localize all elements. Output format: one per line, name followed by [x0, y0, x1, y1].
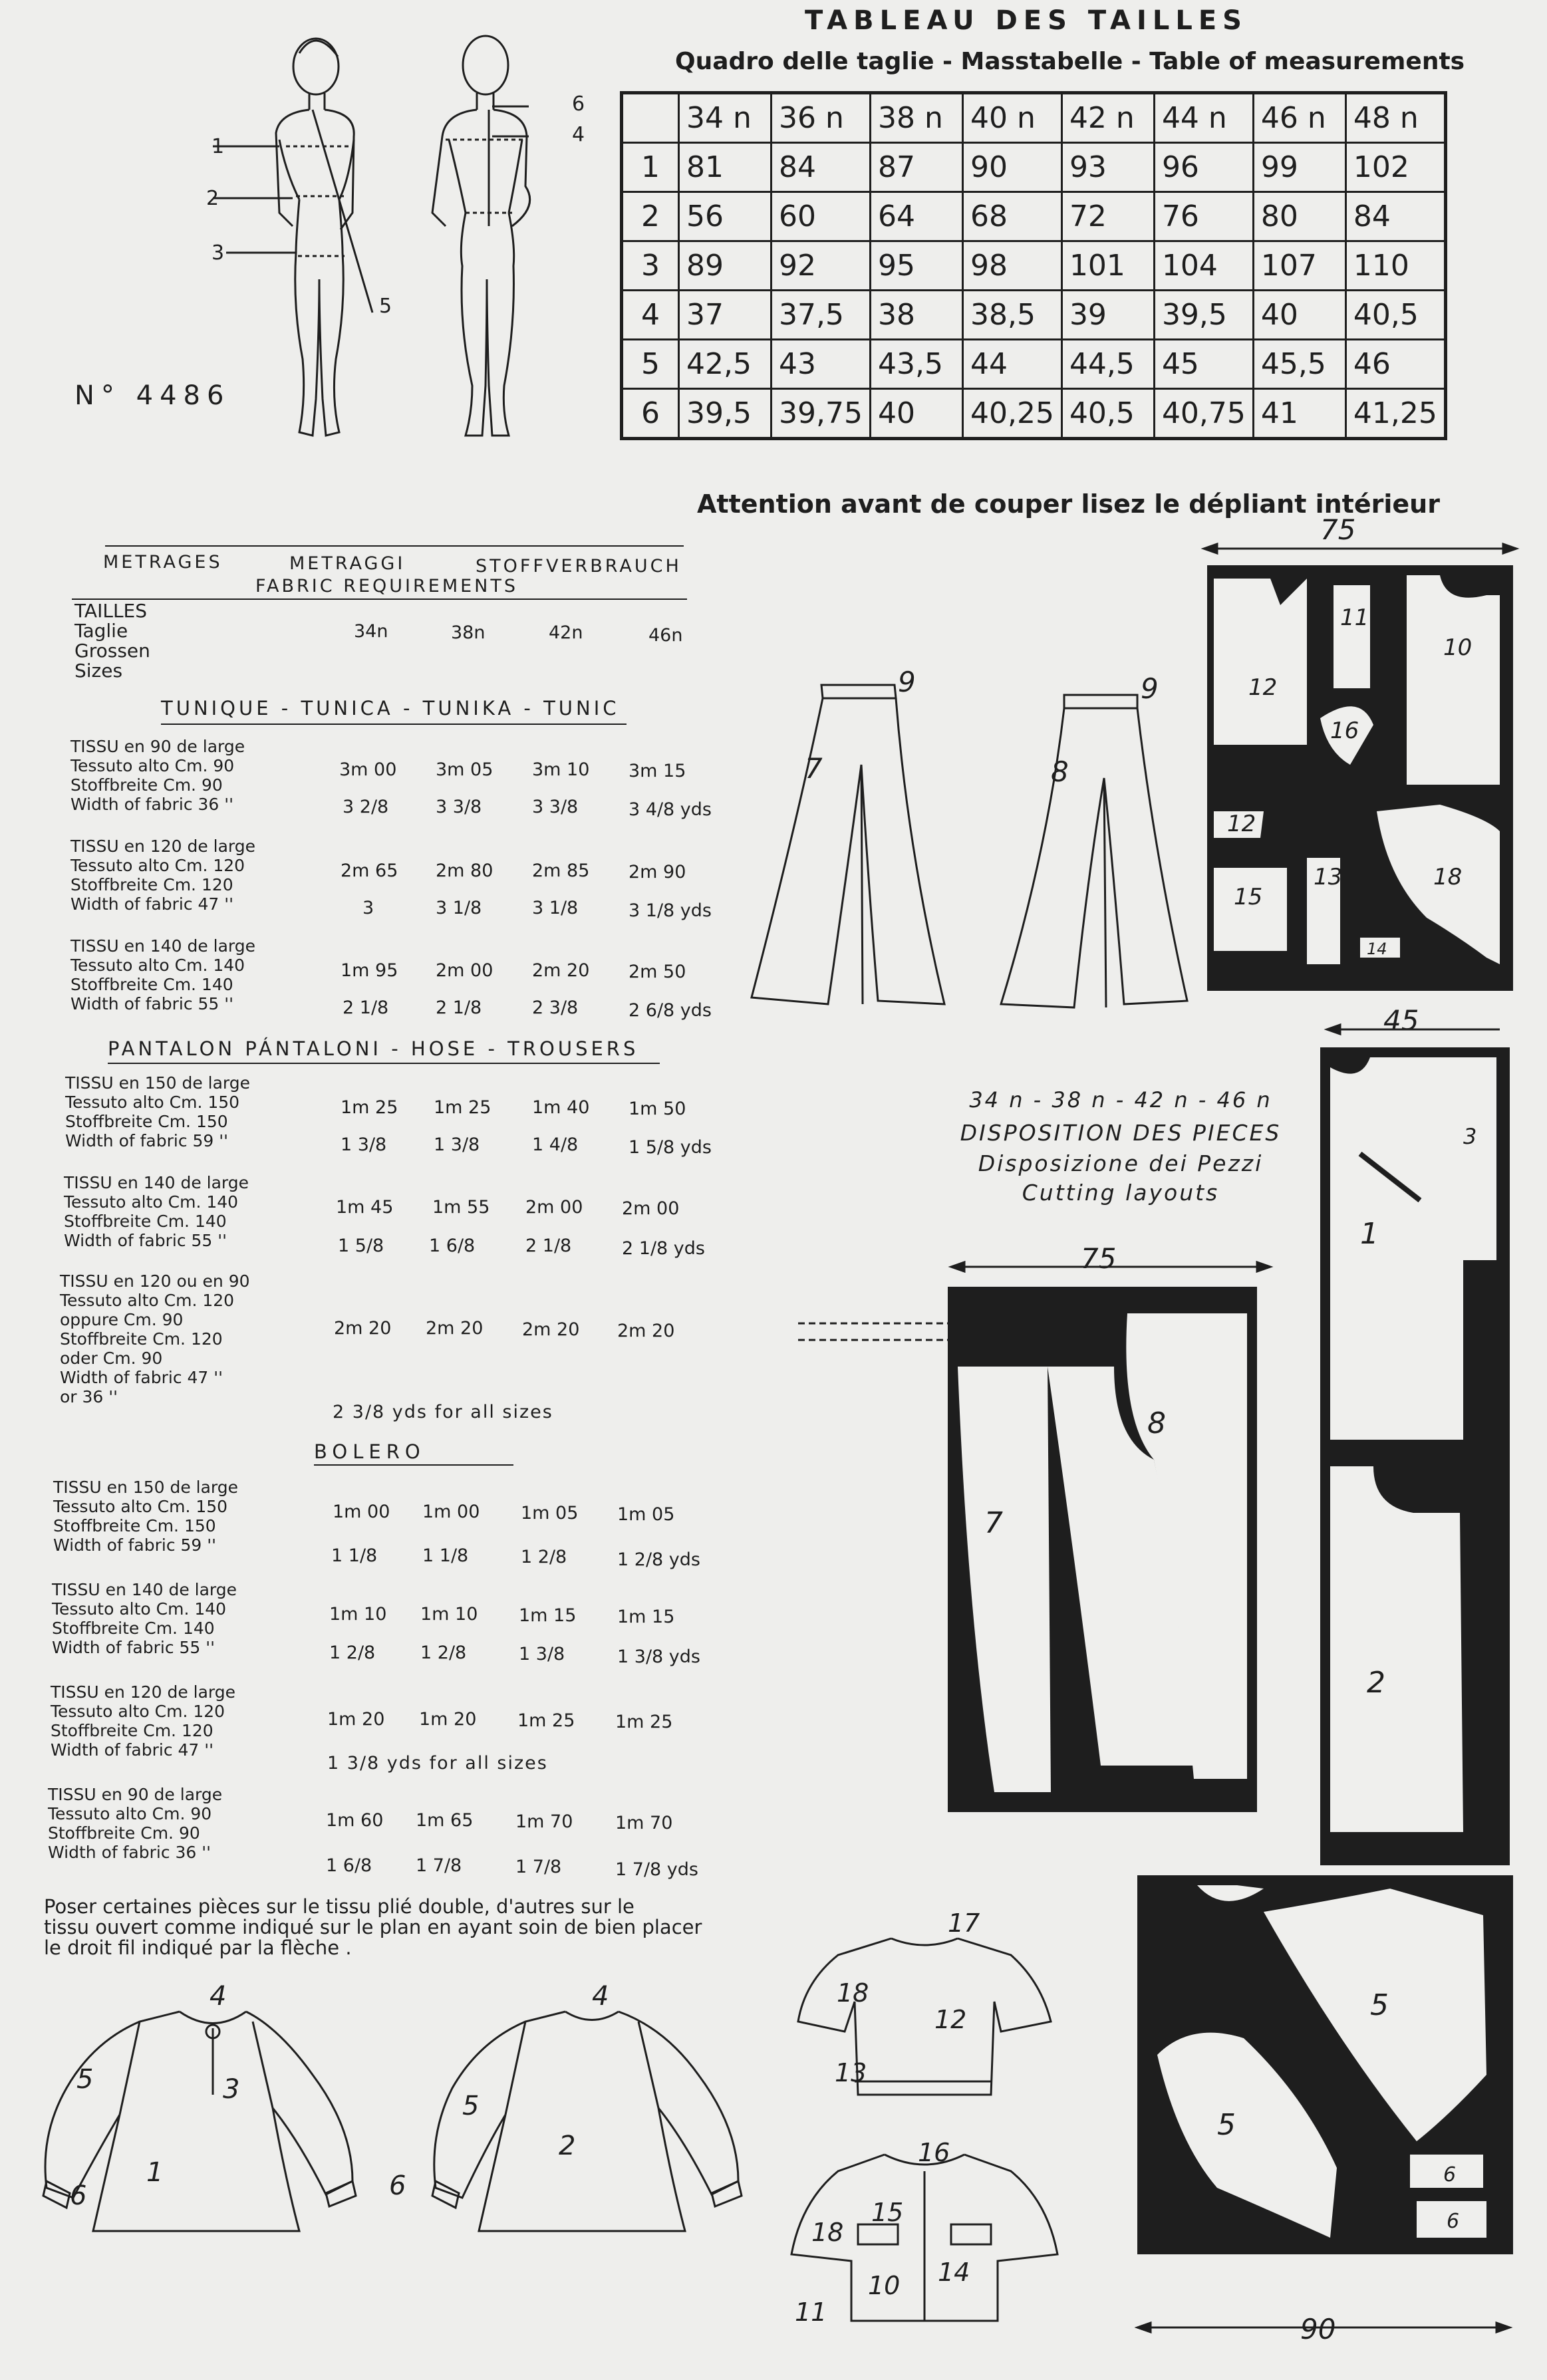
label-line: oder Cm. 90 [60, 1349, 163, 1368]
table-cell: 40,75 [1154, 389, 1253, 439]
label-line: TISSU en 150 de large [65, 1073, 251, 1093]
label-line: Width of fabric 47 '' [70, 894, 234, 914]
label-line: Width of fabric 47 '' [51, 1740, 214, 1760]
tunic-sleeve-label: 5 [76, 2064, 94, 2095]
bolero-label-17: 17 [948, 1909, 980, 1938]
table-cell: 89 [679, 241, 772, 291]
metric-value: 1m 95 [341, 960, 398, 981]
layout-piece-6a: 6 [1443, 2163, 1457, 2186]
label-line: TISSU en 140 de large [52, 1580, 237, 1599]
table-row [622, 340, 1446, 389]
label-line: Tessuto alto Cm. 120 [60, 1291, 235, 1310]
yards-note: 1 3/8 yds for all sizes [327, 1753, 548, 1774]
bolero-label-11: 11 [795, 2298, 827, 2327]
divider [72, 598, 687, 600]
table-cell: 44 [962, 340, 1061, 389]
size-42: 42n [549, 622, 583, 643]
metric-value: 1m 15 [519, 1605, 577, 1626]
bolero-label-18: 18 [837, 1978, 869, 2008]
metric-value: 2m 20 [522, 1319, 580, 1340]
page-subtitle: Quadro delle taglie - Masstabelle - Table of measurements [675, 48, 1465, 75]
layout-title-it: Disposizione dei Pezzi [978, 1150, 1264, 1176]
fabric-block-label [65, 1073, 250, 1150]
yard-value: 3 3/8 [532, 797, 579, 817]
table-cell: 45,5 [1253, 340, 1345, 389]
metric-value: 1m 05 [521, 1503, 579, 1523]
label-line: Tessuto alto Cm. 140 [70, 956, 245, 975]
fabric-block-label [53, 1478, 238, 1555]
yards-note: 2 3/8 yds for all sizes [333, 1402, 553, 1422]
dim-arrow-right [1320, 1016, 1513, 1043]
metric-value: 1m 05 [617, 1504, 675, 1525]
sizes-label-fr: TAILLES [74, 600, 148, 622]
table-header-row [622, 93, 1446, 143]
divider [108, 1063, 660, 1064]
table-col-header: 36 n [772, 93, 871, 143]
yard-value: 3 1/8 [532, 898, 579, 918]
yard-value: 3 1/8 [436, 898, 482, 918]
label-line: Tessuto alto Cm. 90 [70, 756, 235, 775]
size-34: 34n [354, 621, 388, 642]
yard-value: 1 5/8 yds [629, 1137, 712, 1158]
label-line: TISSU en 120 de large [51, 1682, 236, 1702]
layout-piece-5b: 5 [1217, 2108, 1236, 2142]
piece-11: 11 [1340, 604, 1369, 631]
trousers-back-drawing [1001, 695, 1187, 1007]
table-cell: 96 [1154, 143, 1253, 192]
dim-right-45: 45 [1383, 1004, 1419, 1037]
fabric-block-label [70, 837, 255, 914]
label-line: Tessuto alto Cm. 150 [53, 1497, 228, 1516]
table-col-header: 42 n [1061, 93, 1154, 143]
layout-trousers [795, 1287, 1267, 1812]
label-line: TISSU en 90 de large [70, 737, 245, 756]
fabric-header-en: FABRIC REQUIREMENTS [255, 576, 519, 596]
metric-value: 1m 25 [615, 1712, 673, 1732]
table-cell: 81 [679, 143, 772, 192]
metric-value: 2m 20 [334, 1318, 392, 1339]
yard-value: 1 3/8 [519, 1644, 565, 1664]
layout-piece-2: 2 [1367, 1666, 1385, 1700]
row-label: 5 [622, 340, 679, 389]
label-line: Stoffbreite Cm. 150 [65, 1112, 228, 1131]
table-cell: 110 [1345, 241, 1445, 291]
label-line: TISSU en 140 de large [70, 936, 256, 956]
table-cell: 102 [1345, 143, 1445, 192]
table-cell: 95 [870, 241, 962, 291]
table-cell: 42,5 [679, 340, 772, 389]
label-line: Stoffbreite Cm. 140 [64, 1212, 227, 1231]
yard-value: 1 6/8 [326, 1855, 372, 1876]
table-cell: 72 [1061, 192, 1154, 241]
yard-value: 1 1/8 [422, 1545, 469, 1566]
fabric-header-de: STOFFVERBRAUCH [476, 556, 682, 577]
label-line: Stoffbreite Cm. 120 [70, 875, 233, 894]
trousers-front-drawing [752, 685, 944, 1004]
table-cell: 68 [962, 192, 1061, 241]
layout-piece-3: 3 [1463, 1124, 1477, 1149]
tunic-neck-label: 4 [210, 1982, 227, 2012]
bolero-label-10: 10 [868, 2271, 901, 2300]
table-row [622, 291, 1446, 340]
yard-value: 1 1/8 [331, 1545, 378, 1566]
table-corner [622, 93, 679, 143]
label-line: Width of fabric 59 '' [53, 1535, 217, 1555]
table-row [622, 389, 1446, 439]
table-cell: 43,5 [870, 340, 962, 389]
piece-18: 18 [1433, 864, 1463, 890]
table-row [622, 192, 1446, 241]
table-cell: 39 [1061, 291, 1154, 340]
yard-value: 1 2/8 yds [617, 1549, 700, 1570]
table-cell: 38,5 [962, 291, 1061, 340]
piece-16: 16 [1330, 718, 1359, 744]
yard-value: 3 4/8 yds [629, 799, 712, 820]
label-line: Width of fabric 59 '' [65, 1131, 229, 1150]
yard-value: 1 2/8 [420, 1643, 467, 1663]
yard-value: 1 2/8 [329, 1643, 376, 1663]
metric-value: 1m 25 [341, 1097, 398, 1118]
table-cell: 39,5 [679, 389, 772, 439]
attention-note: Attention avant de couper lisez le dépliant intérieur [697, 489, 1440, 519]
fig-label-1: 1 [211, 135, 225, 158]
pattern-number: N° 4486 [74, 380, 231, 411]
tunic-front-drawing [43, 2012, 356, 2231]
metric-value: 1m 10 [329, 1604, 387, 1625]
table-cell: 44,5 [1061, 340, 1154, 389]
table-cell: 56 [679, 192, 772, 241]
table-cell: 99 [1253, 143, 1345, 192]
measurement-figures [180, 27, 605, 492]
label-line: Stoffbreite Cm. 140 [52, 1619, 215, 1638]
fig-label-2: 2 [206, 187, 219, 210]
tunic-drawings [20, 1982, 785, 2248]
label-line: Width of fabric 55 '' [70, 994, 234, 1013]
piece-10: 10 [1443, 634, 1473, 661]
yard-value: 2 1/8 [436, 997, 482, 1018]
table-cell: 37,5 [772, 291, 871, 340]
note-line: Poser certaines pièces sur le tissu plié double, d'autres sur le [44, 1895, 634, 1918]
yard-value: 2 6/8 yds [629, 1000, 712, 1021]
fabric-block-label [52, 1580, 237, 1657]
yard-value: 2 1/8 yds [622, 1238, 705, 1259]
bolero-label-15: 15 [871, 2198, 904, 2227]
table-cell: 87 [870, 143, 962, 192]
piece-12-small: 12 [1227, 811, 1256, 837]
metric-value: 3m 15 [629, 761, 686, 781]
fig-label-3: 3 [211, 241, 225, 265]
table-cell: 98 [962, 241, 1061, 291]
metric-value: 3m 10 [532, 759, 590, 780]
label-line: oppure Cm. 90 [60, 1310, 184, 1329]
waistband-label: 9 [898, 666, 916, 698]
metric-value: 1m 45 [336, 1197, 394, 1218]
label-line: Width of fabric 36 '' [70, 795, 234, 814]
layout-sleeves [1137, 1875, 1513, 2254]
metric-value: 1m 55 [432, 1197, 490, 1218]
layout-piece-5a: 5 [1370, 1988, 1389, 2022]
fabric-header-it: METRAGGI [289, 553, 406, 574]
yard-value: 2 3/8 [532, 997, 579, 1018]
metric-value: 1m 20 [327, 1709, 385, 1730]
tunic-cuff-label: 6 [70, 2181, 87, 2211]
metric-value: 2m 00 [436, 960, 493, 981]
metric-value: 1m 65 [416, 1810, 474, 1831]
layout-tunic-bolero [1207, 565, 1513, 991]
label-line: Width of fabric 36 '' [48, 1843, 211, 1862]
table-col-header: 46 n [1253, 93, 1345, 143]
metric-value: 1m 10 [420, 1604, 478, 1625]
layout-piece-1: 1 [1360, 1217, 1379, 1251]
table-cell: 45 [1154, 340, 1253, 389]
yard-value: 1 4/8 [532, 1134, 579, 1155]
yard-value: 1 7/8 [515, 1857, 562, 1877]
piece-13: 13 [1314, 864, 1343, 890]
metric-value: 2m 20 [617, 1321, 675, 1341]
metric-value: 1m 40 [532, 1097, 590, 1118]
label-line: or 36 '' [60, 1387, 118, 1406]
label-line: Tessuto alto Cm. 140 [64, 1192, 239, 1212]
label-line: Tessuto alto Cm. 120 [70, 856, 245, 875]
table-cell: 60 [772, 192, 871, 241]
fabric-block-label [48, 1785, 222, 1862]
sizes-label-de: Grossen [74, 640, 150, 662]
piece-15: 15 [1234, 884, 1263, 910]
fig-label-5: 5 [379, 295, 392, 318]
yard-value: 2 1/8 [343, 997, 389, 1018]
fabric-block-label [60, 1271, 250, 1406]
yard-value: 3 [362, 898, 374, 918]
label-line: Stoffbreite Cm. 120 [60, 1329, 223, 1349]
table-cell: 104 [1154, 241, 1253, 291]
table-cell: 93 [1061, 143, 1154, 192]
label-line: Width of fabric 55 '' [64, 1231, 227, 1250]
metric-value: 1m 00 [422, 1502, 480, 1522]
section-title-bolero: BOLERO [314, 1440, 426, 1463]
bolero-label-16: 16 [918, 2138, 950, 2167]
yard-value: 1 6/8 [429, 1236, 476, 1256]
table-cell: 41,25 [1345, 389, 1445, 439]
table-cell: 40,5 [1345, 291, 1445, 340]
table-cell: 37 [679, 291, 772, 340]
size-46: 46n [648, 625, 683, 646]
yard-value: 1 3/8 [434, 1134, 480, 1155]
label-line: Width of fabric 47 '' [60, 1368, 223, 1387]
row-label: 2 [622, 192, 679, 241]
waistband-back-label: 9 [1141, 672, 1159, 705]
metric-value: 2m 90 [629, 862, 686, 882]
page-title: TABLEAU DES TAILLES [805, 5, 1248, 36]
tunic-back-neck-label: 4 [592, 1982, 609, 2012]
tunic-back-cuff-label: 6 [389, 2171, 406, 2201]
dim-mid-75: 75 [1081, 1242, 1117, 1275]
yard-value: 1 3/8 yds [617, 1647, 700, 1667]
sizes-label-en: Sizes [74, 660, 123, 682]
table-cell: 84 [772, 143, 871, 192]
table-cell: 39,75 [772, 389, 871, 439]
layout-title-en: Cutting layouts [1022, 1180, 1220, 1206]
table-cell: 40 [870, 389, 962, 439]
section-title-trousers: PANTALON PÁNTALONI - HOSE - TROUSERS [108, 1037, 639, 1060]
table-cell: 40,5 [1061, 389, 1154, 439]
fabric-block-label [70, 936, 255, 1013]
table-cell: 84 [1345, 192, 1445, 241]
metric-value: 2m 85 [532, 860, 590, 881]
label-line: Stoffbreite Cm. 120 [51, 1721, 213, 1740]
metric-value: 1m 25 [517, 1710, 575, 1731]
label-line: Tessuto alto Cm. 90 [48, 1804, 212, 1823]
yard-value: 1 5/8 [338, 1236, 384, 1256]
metric-value: 1m 60 [326, 1810, 384, 1831]
metric-value: 1m 20 [419, 1709, 477, 1730]
fabric-block-label [64, 1173, 249, 1250]
table-col-header: 38 n [870, 93, 962, 143]
bolero-label-18b: 18 [811, 2218, 844, 2247]
table-cell: 76 [1154, 192, 1253, 241]
metric-value: 2m 80 [436, 860, 493, 881]
divider [105, 545, 684, 547]
bolero-label-13: 13 [835, 2058, 867, 2087]
layout-instructions [44, 1897, 702, 1958]
yard-value: 1 3/8 [341, 1134, 387, 1155]
layout-piece-7: 7 [984, 1506, 1003, 1540]
sizes-label-it: Taglie [74, 620, 128, 642]
bolero-label-12: 12 [934, 2005, 967, 2034]
sizes-label [74, 601, 150, 681]
back-figure [432, 36, 530, 436]
fabric-block-label [70, 737, 245, 814]
table-cell: 43 [772, 340, 871, 389]
yard-value: 3 1/8 yds [629, 900, 712, 921]
yard-value: 1 2/8 [521, 1547, 567, 1567]
metric-value: 1m 50 [629, 1099, 686, 1119]
layout-title-fr: DISPOSITION DES PIECES [960, 1120, 1282, 1146]
size-table [620, 91, 1447, 440]
label-line: Stoffbreite Cm. 90 [48, 1823, 200, 1843]
table-cell: 92 [772, 241, 871, 291]
table-cell: 40,25 [962, 389, 1061, 439]
size-38: 38n [451, 622, 486, 643]
metric-value: 2m 20 [532, 960, 590, 981]
divider [314, 1464, 513, 1466]
metric-value: 2m 20 [426, 1318, 484, 1339]
fabric-header-fr: METRAGES [103, 552, 223, 573]
table-row [622, 143, 1446, 192]
dim-bottom-90: 90 [1300, 2313, 1336, 2345]
label-line: Stoffbreite Cm. 150 [53, 1516, 216, 1535]
yard-value: 3 3/8 [436, 797, 482, 817]
fabric-block-label [51, 1682, 235, 1760]
layout-piece-8: 8 [1147, 1406, 1166, 1440]
piece-14: 14 [1367, 940, 1387, 958]
dim-arrow-mid [944, 1254, 1277, 1280]
divider [161, 724, 627, 725]
label-line: Tessuto alto Cm. 140 [52, 1599, 227, 1619]
trousers-front-label: 7 [805, 752, 823, 785]
bolero-drawings [772, 1909, 1144, 2347]
metric-value: 1m 00 [333, 1502, 390, 1522]
fig-label-6: 6 [572, 92, 585, 116]
yard-value: 3 2/8 [343, 797, 389, 817]
row-label: 3 [622, 241, 679, 291]
note-line: tissu ouvert comme indiqué sur le plan en ayant soin de bien placer [44, 1916, 702, 1938]
metric-value: 1m 70 [515, 1811, 573, 1832]
layout-piece-6b: 6 [1447, 2210, 1460, 2233]
tunic-back-drawing [432, 2012, 742, 2231]
table-cell: 38 [870, 291, 962, 340]
label-line: Tessuto alto Cm. 150 [65, 1093, 240, 1112]
table-col-header: 44 n [1154, 93, 1253, 143]
metric-value: 1m 70 [615, 1813, 673, 1833]
table-col-header: 34 n [679, 93, 772, 143]
table-col-header: 40 n [962, 93, 1061, 143]
bolero-label-14: 14 [938, 2258, 970, 2287]
trousers-back-label: 8 [1051, 755, 1069, 788]
section-title-tunic: TUNIQUE - TUNICA - TUNIKA - TUNIC [161, 697, 620, 720]
table-cell: 40 [1253, 291, 1345, 340]
table-cell: 107 [1253, 241, 1345, 291]
yard-value: 1 7/8 [416, 1855, 462, 1876]
table-cell: 90 [962, 143, 1061, 192]
trousers-drawings [742, 665, 1194, 1031]
metric-value: 2m 00 [622, 1198, 680, 1219]
yard-value: 2 1/8 [525, 1236, 572, 1256]
row-label: 4 [622, 291, 679, 340]
table-cell: 101 [1061, 241, 1154, 291]
tunic-back-sleeve-label: 5 [462, 2091, 480, 2121]
metric-value: 3m 05 [436, 759, 493, 780]
metric-value: 3m 00 [339, 759, 397, 780]
metric-value: 1m 15 [617, 1607, 675, 1627]
dim-arrow-top [1197, 532, 1523, 565]
tunic-back-label: 2 [559, 2131, 576, 2161]
table-cell: 64 [870, 192, 962, 241]
tunic-front-label: 1 [146, 2157, 164, 2188]
label-line: Tessuto alto Cm. 120 [51, 1702, 225, 1721]
label-line: TISSU en 120 de large [70, 837, 256, 856]
layout-sizes: 34 n - 38 n - 42 n - 46 n [969, 1087, 1272, 1113]
table-cell: 39,5 [1154, 291, 1253, 340]
front-figure [276, 39, 372, 436]
table-cell: 80 [1253, 192, 1345, 241]
label-line: TISSU en 90 de large [48, 1785, 223, 1804]
metric-value: 2m 50 [629, 962, 686, 982]
label-line: TISSU en 150 de large [53, 1478, 239, 1497]
table-row [622, 241, 1446, 291]
dim-top-75: 75 [1320, 513, 1356, 546]
tunic-placket-label: 3 [223, 2074, 240, 2105]
table-col-header: 48 n [1345, 93, 1445, 143]
layout-tunic [1320, 1047, 1510, 1865]
table-cell: 41 [1253, 389, 1345, 439]
note-line: le droit fil indiqué par la flèche . [44, 1936, 352, 1959]
label-line: Width of fabric 55 '' [52, 1638, 215, 1657]
metric-value: 2m 00 [525, 1197, 583, 1218]
fig-label-4: 4 [572, 123, 585, 146]
yard-value: 1 7/8 yds [615, 1859, 698, 1880]
table-cell: 46 [1345, 340, 1445, 389]
row-label: 1 [622, 143, 679, 192]
label-line: Stoffbreite Cm. 140 [70, 975, 233, 994]
piece-12: 12 [1248, 674, 1278, 701]
label-line: TISSU en 140 de large [64, 1173, 249, 1192]
label-line: TISSU en 120 ou en 90 [60, 1271, 250, 1291]
label-line: Stoffbreite Cm. 90 [70, 775, 223, 795]
metric-value: 1m 25 [434, 1097, 492, 1118]
metric-value: 2m 65 [341, 860, 398, 881]
row-label: 6 [622, 389, 679, 439]
